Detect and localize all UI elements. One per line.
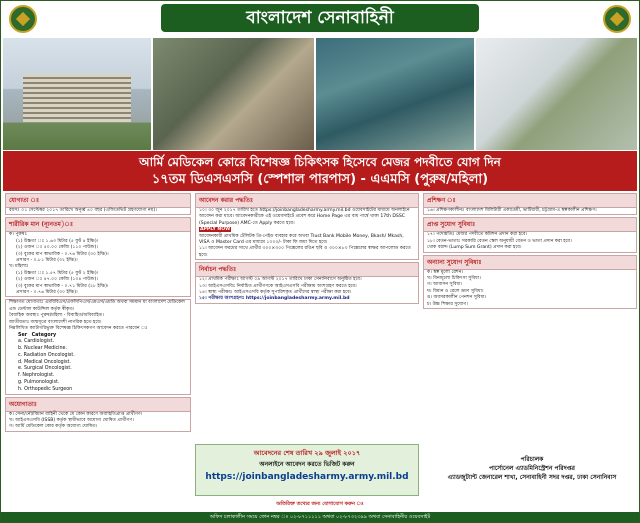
footer-note <box>3 501 637 508</box>
deadline-date: আবেদনের শেষ তারিখ ২৯ জুলাই ২০১৭ <box>253 449 361 457</box>
female-label: খ। মহিলাঃ <box>9 264 29 270</box>
disq-item: খ। আইএসএসবি (ISSB) কর্তৃক স্থায়ীভাবে অযোগ্য ঘোষিত প্রার্থীগণ। <box>9 418 134 424</box>
benefit-item: ১৭। পদোন্নতিঃ মেজর পদবীতে কমিশন প্রদান করা হবে। <box>427 232 528 238</box>
eligibility-column <box>5 193 191 434</box>
section-heading: শারীরিক মান (ন্যূনতম)ঃ <box>6 218 190 232</box>
specialty-item: d. Medical Oncologist. <box>18 359 71 365</box>
upload-step: ১১। আবেদন ফরমের সাথে প্রার্থীর ৩০০×৩০০ পিক্সেলের রঙিন ছবি ও ৩০০×৮০ পিক্সেলের স্বাক্ষর আপলোড করতে হবে। <box>199 246 411 258</box>
female-weight: (২) ওজন ঃ ৪৭.০০ কেজি (১০৪ পাউন্ড)। <box>16 277 98 283</box>
category-intro: নিম্নলিখিত ক্যাটাগরিভুক্ত বিশেষজ্ঞ চিকিৎসকগণ আবেদন করতে পারবেন ঃ <box>9 326 148 332</box>
photo-strip <box>3 38 637 150</box>
other-benefits-section <box>423 255 637 309</box>
signatory-office: এ্যাডজুট্যান্ট জেনারেল শাখা, সেনাবাহিনী সদর দপ্তর, ঢাকা সেনানিবাস <box>447 474 617 481</box>
deadline-instruction: অনলাইনে আবেদন করতে ভিজিট করুন <box>259 461 355 468</box>
male-weight: (২) ওজন ঃ ৫০.০০ কেজি (১১০ পাউন্ড)। <box>16 245 98 251</box>
other-benefit: ঙ। অবসরকালীন পেনশন সুবিধা। <box>427 295 487 301</box>
apply-now-badge[interactable]: APPLY NOW <box>200 227 231 233</box>
signatory-dept: পার্সোনেল এ্যাডমিনিস্ট্রেশন পরিদপ্তর <box>489 465 575 472</box>
selection-section <box>195 262 419 304</box>
page-title: বাংলাদেশ সেনাবাহিনী <box>161 4 479 32</box>
signatory-title: পরিচালক <box>520 456 544 463</box>
selection-step: ১৪। স্বাস্থ্য পরীক্ষাঃ আইএসএসবি কর্তৃক সুপারিশকৃত প্রার্থীদের স্বাস্থ্য পরীক্ষা করা হবে। <box>199 290 352 296</box>
male-chest-expanded: প্রসারণ - ০.৮১ মিটার (৩২ ইঞ্চি)। <box>16 258 78 264</box>
footer-bar: অফিস চলাকালীন সময়ে ফোন নম্বর ঃ ০২-৮৭১১১১১ অথবা ০২-৮৭৩২৩৯৯ অথবা সেনাবাহিনীর ওয়েবসাইট <box>1 512 639 522</box>
female-chest: (৩) বুকের মাপ স্বাভাবিক - ০.৭১ মিটার (২৮ ইঞ্চি)। <box>16 283 109 289</box>
exam-link[interactable]: ১৫। পরীক্ষায় অংশগ্রহণঃ https://joinbangladesharmy.army.mil.bd <box>199 296 350 302</box>
male-chest: (৩) বুকের মাপ স্বাভাবিক - ০.৭৬ মিটার (৩০ ইঞ্চি)। <box>16 251 109 257</box>
male-height: (১) উচ্চতা ঃ ১.৬৩ মিটার (৫ ফুট ৪ ইঞ্চি)। <box>16 238 99 244</box>
header <box>1 1 639 37</box>
training-item: ১৬। প্রশিক্ষণকালীনঃ বাংলাদেশ মিলিটারী একাডেমী, ভাটিয়ারী, চট্টগ্রাম-এ স্বল্পকালীন প্রশিক্ষণ। <box>427 208 597 213</box>
training-section <box>423 193 637 215</box>
eligibility-section <box>5 193 191 215</box>
ser-header: Ser <box>18 332 28 338</box>
apply-step: ১০। ৩০ জুন ২০১৭ তারিখ হতে https://joinbangladesharmy.army.mil.bd ওয়েবসাইটের মাধ্যমে অনলাইনে আবেদন করা যাবে। আবেদনকারীকে এই ওয়েবসাইটে প্রবেশ করে Home Page এর বাম পার্শ্বে থাকা 17th DSSC (Special Purpose) AMC-তে Apply করতে হবে। <box>199 208 410 226</box>
application-section <box>195 193 419 260</box>
section-heading: প্রাপ্ত সুযোগ সুবিধাঃ <box>424 218 636 232</box>
headline-line2: ১৭তম ডিএসএসসি (স্পেশাল পারপাস) - এএমসি (পুরুষ/মহিলা) <box>151 172 489 187</box>
other-benefit: ঘ। বিমান ও রেলে ভ্রমণ সুবিধা। <box>427 288 484 294</box>
specialty-item: c. Radiation Oncologist. <box>18 352 75 358</box>
contact-label: অতিরিক্ত তথ্যের জন্য যোগাযোগ করুন ঃ <box>276 501 364 507</box>
ceremony-photo <box>153 38 314 150</box>
deadline-box <box>195 444 419 496</box>
section-heading: প্রশিক্ষণ ঃ <box>424 194 636 208</box>
surgery-photo <box>316 38 474 150</box>
army-emblem-icon <box>603 5 631 33</box>
other-benefit: খ। বিনামূল্যে চিকিৎসা সুবিধা। <box>427 276 481 282</box>
recruitment-url-link[interactable]: https://joinbangladesharmy.army.mil.bd <box>205 472 409 482</box>
application-column <box>195 193 419 306</box>
marital-rule: বৈবাহিক অবস্থাঃ পুরুষ/মহিলা - বিবাহিত/অবিবাহিত। <box>9 313 104 319</box>
disq-item: ক। সেনা/নৌ/বিমান বাহিনী থেকে যে কোন কারণে অব্যাহতিপ্রাপ্ত প্রার্থীগণ। <box>9 411 143 417</box>
male-label: ক। পুরুষঃ <box>9 232 27 238</box>
benefits-section <box>423 217 637 252</box>
physical-section <box>5 217 191 297</box>
section-heading: অন্যান্য সুযোগ সুবিধাঃ <box>424 256 636 270</box>
fee-step: আবেদনকারী প্রাথমিক টেলিটক প্রি-পেইড ব্যবহার করে অথবা Trust Bank Mobile Money, Bkash/ Mkash, VISA ও Master Card এর মাধ্যমে ১০০০/- টাকা ফি জমা দিতে হবে। <box>199 233 404 246</box>
ward-photo <box>476 38 637 150</box>
army-emblem-icon <box>9 5 37 33</box>
female-chest-expanded: প্রসারণ - ০.৭৬ মিটার (৩০ ইঞ্চি)। <box>16 290 78 296</box>
section-heading: আবেদন করার পদ্ধতিঃ <box>196 194 418 208</box>
section-heading: অযোগ্যতাঃ <box>6 398 190 412</box>
specialty-item: g. Pulmonologist. <box>18 380 60 386</box>
category-header-label: Category <box>31 332 57 338</box>
other-benefit: চ। উচ্চ শিক্ষার সুযোগ। <box>427 301 468 307</box>
disq-item: গ। আর্মি মেডিকেল কোর কর্তৃক অযোগ্য ঘোষিত। <box>9 424 98 430</box>
specialty-item: f. Nephrologist. <box>18 373 55 379</box>
selection-step: ১৩। আইএসএসবিঃ নির্বাচিত প্রার্থীগণকে আইএসএসবি পরীক্ষায় অংশগ্রহণ করতে হবে। <box>199 283 357 289</box>
specialty-item: a. Cardiologist. <box>18 339 55 345</box>
section-heading: যোগ্যতা ঃ <box>6 194 190 208</box>
benefits-column <box>423 193 637 311</box>
headline-banner <box>3 151 637 191</box>
specialty-item: h. Orthopedic Surgeon <box>18 386 73 392</box>
age-rule: বয়সঃ ০১ সেপ্টেম্বর ২০১৭ তারিখে অনূর্ধ্ব ৪০ বছর (এফিডেভিট গ্রহণযোগ্য নয়)। <box>9 208 157 213</box>
education-section <box>5 299 191 394</box>
disqualification-section <box>5 397 191 432</box>
education-rule: শিক্ষাগত যোগ্যতাঃ এমবিবিএস/এফসিপিএস/এমএস/এমডি অথবা সমমান যা বাংলাদেশ মেডিকেল এন্ড ডেন্টাল কাউন্সিল কর্তৃক স্বীকৃত। <box>9 300 185 312</box>
specialty-item: e. Surgical Oncologist. <box>18 366 72 372</box>
signature-block <box>427 455 637 482</box>
specialty-item: b. Nuclear Medicine. <box>18 346 68 352</box>
selection-step: ১২। প্রাথমিক পরীক্ষাঃ আগস্ট ০৯ আগস্ট ২০১৭ তারিখে ঢাকা সেনানিবাসে অনুষ্ঠিত হবে। <box>199 277 362 283</box>
female-height: (১) উচ্চতা ঃ ১.৫৭ মিটার (৫ ফুট ২ ইঞ্চি)। <box>16 270 99 276</box>
building-photo <box>3 38 151 150</box>
other-benefit: ক। স্বল্প মূল্যে রেশন। <box>427 269 463 275</box>
other-benefit: গ। আবাসন সুবিধা। <box>427 282 463 288</box>
headline-line1: আর্মি মেডিকেল কোরে বিশেষজ্ঞ চিকিৎসক হিসেবে মেজর পদবীতে যোগ দিন <box>139 155 501 169</box>
benefit-item: ১৮। বেতন-ভাতাঃ সরকারি বেতন স্কেল অনুযায়ী বেতন ও ভাতা প্রদান করা হবে। <box>427 238 572 244</box>
section-heading: নির্বাচন পদ্ধতিঃ <box>196 263 418 277</box>
nationality-rule: জাতীয়তাঃ জন্মসূত্রে বাংলাদেশী নাগরিক হতে হবে। <box>9 319 102 325</box>
benefit-item: থোক বরাদ্দ (Lump Sum Grant) প্রদান করা হবে। <box>427 245 522 251</box>
